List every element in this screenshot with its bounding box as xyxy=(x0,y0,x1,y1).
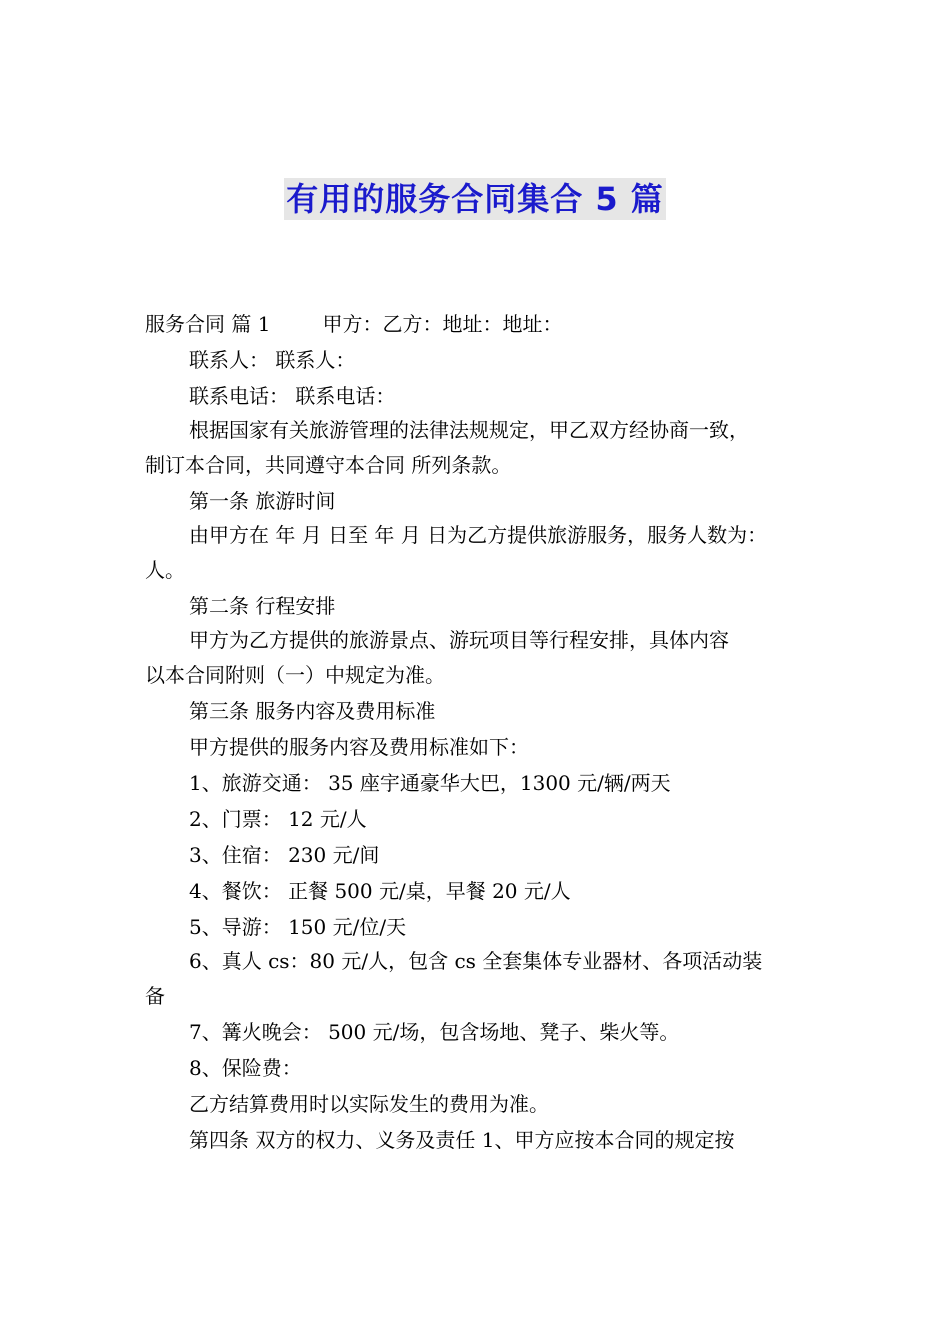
article-heading: 第二条 行程安排 xyxy=(189,594,336,618)
list-item: 8、保险费： xyxy=(189,1056,302,1080)
document-body xyxy=(145,306,825,1158)
article-heading: 第一条 旅游时间 xyxy=(189,489,336,513)
title-container xyxy=(0,178,950,220)
list-item: 6、真人 cs：80 元/人，包含 cs 全套集体专业器材、各项活动装 xyxy=(189,949,763,973)
list-item: 1、旅游交通： 35 座宇通豪华大巴，1300 元/辆/两天 xyxy=(189,771,671,795)
article-heading: 第三条 服务内容及费用标准 xyxy=(189,699,436,723)
list-item: 7、篝火晚会： 500 元/场，包含场地、凳子、柴火等。 xyxy=(189,1020,680,1044)
paragraph-line: 甲方为乙方提供的旅游景点、游玩项目等行程安排，具体内容 xyxy=(189,628,729,652)
paragraph-line: 制订本合同，共同遵守本合同 所列条款。 xyxy=(145,453,512,477)
paragraph-line: 联系电话： 联系电话： xyxy=(189,384,396,408)
document-title: 有用的服务合同集合 5 篇 xyxy=(286,180,664,218)
paragraph-line: 人。 xyxy=(145,558,185,582)
paragraph-line: 由甲方在 年 月 日至 年 月 日为乙方提供旅游服务，服务人数为： xyxy=(189,523,768,547)
list-item: 5、导游： 150 元/位/天 xyxy=(189,915,407,939)
party-fields: 甲方：乙方：地址：地址： xyxy=(322,312,563,336)
list-item: 3、住宿： 230 元/间 xyxy=(189,843,380,867)
paragraph-line: 联系人： 联系人： xyxy=(189,348,356,372)
paragraph-line: 乙方结算费用时以实际发生的费用为准。 xyxy=(189,1092,549,1116)
list-item: 4、餐饮： 正餐 500 元/桌，早餐 20 元/人 xyxy=(189,879,571,903)
paragraph-line: 根据国家有关旅游管理的法律法规规定，甲乙双方经协商一致， xyxy=(189,418,749,442)
header-line xyxy=(145,306,825,342)
section-heading: 服务合同 篇 1 xyxy=(145,312,271,336)
paragraph-line: 甲方提供的服务内容及费用标准如下： xyxy=(189,735,529,759)
list-item-continuation: 备 xyxy=(145,984,165,1008)
article-heading: 第四条 双方的权力、义务及责任 1、甲方应按本合同的规定按 xyxy=(189,1128,735,1152)
paragraph-line: 以本合同附则（一）中规定为准。 xyxy=(145,663,445,687)
list-item: 2、门票： 12 元/人 xyxy=(189,807,367,831)
